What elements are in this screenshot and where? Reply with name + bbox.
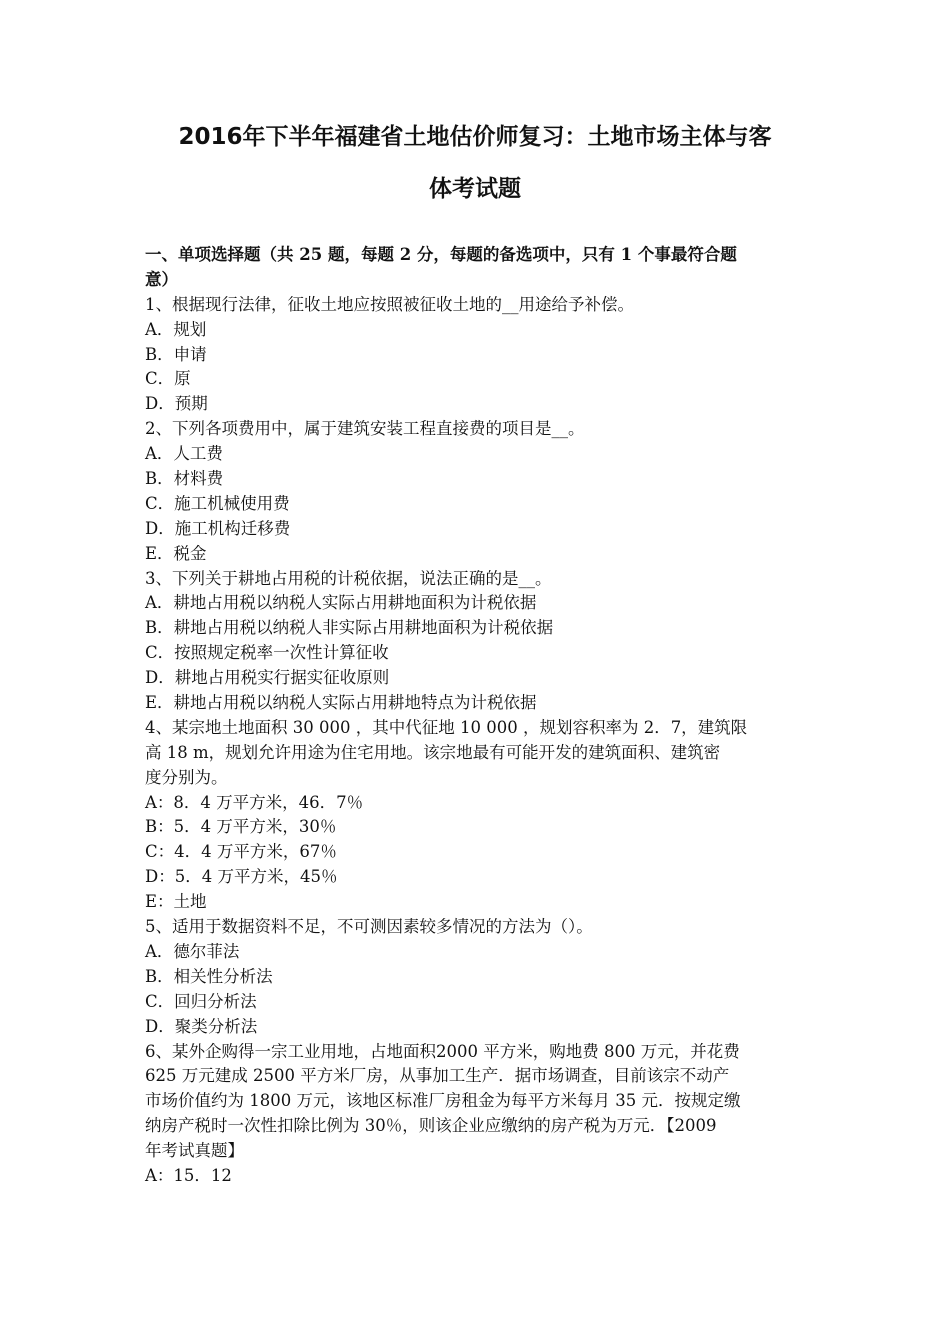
question-6-stem-line-2: 625 万元建成 2500 平方米厂房，从事加工生产．据市场调查，目前该宗不动产 bbox=[145, 1066, 730, 1086]
question-5-option-a: A．德尔菲法 bbox=[145, 941, 240, 961]
question-4-option-c: C：4．4 万平方米，67％ bbox=[145, 842, 337, 862]
question-1-option-d: D．预期 bbox=[145, 394, 208, 414]
question-4-option-b: B：5．4 万平方米，30％ bbox=[145, 817, 337, 837]
document-title-line-2: 体考试题 bbox=[429, 176, 521, 202]
question-2-option-c: C．施工机械使用费 bbox=[145, 493, 290, 513]
question-2-stem: 2、下列各项费用中，属于建筑安装工程直接费的项目是__。 bbox=[145, 419, 585, 439]
question-6-stem-line-5: 年考试真题】 bbox=[145, 1141, 244, 1161]
question-3-stem: 3、下列关于耕地占用税的计税依据，说法正确的是__。 bbox=[145, 568, 552, 588]
question-1-option-a: A．规划 bbox=[145, 319, 207, 339]
question-3-option-b: B．耕地占用税以纳税人非实际占用耕地面积为计税依据 bbox=[145, 618, 554, 638]
question-1-option-b: B．申请 bbox=[145, 344, 207, 364]
question-4-option-a: A：8．4 万平方米，46．7％ bbox=[145, 792, 364, 812]
section-heading-line-1: 一、单项选择题（共 25 题，每题 2 分，每题的备选项中，只有 1 个事最符合题 bbox=[145, 245, 737, 264]
question-6-option-a: A：15．12 bbox=[145, 1165, 232, 1185]
question-4-option-d: D：5．4 万平方米，45％ bbox=[145, 867, 338, 887]
question-5-option-b: B．相关性分析法 bbox=[145, 966, 273, 986]
section-heading-line-2: 意） bbox=[145, 269, 178, 289]
question-3-option-a: A．耕地占用税以纳税人实际占用耕地面积为计税依据 bbox=[145, 593, 537, 613]
question-1-stem: 1、根据现行法律，征收土地应按照被征收土地的__用途给予补偿。 bbox=[145, 294, 634, 314]
question-6-stem-line-3: 市场价值约为 1800 万元，该地区标准厂房租金为每平方米每月 35 元．按规定缴 bbox=[145, 1091, 741, 1111]
document-body bbox=[145, 243, 810, 1189]
document-title-line-1: 2016年下半年福建省土地估价师复习：土地市场主体与客 bbox=[178, 124, 772, 150]
question-2-option-b: B．材料费 bbox=[145, 469, 224, 489]
question-5-option-c: C．回归分析法 bbox=[145, 991, 257, 1011]
question-2-option-e: E．税金 bbox=[145, 543, 207, 563]
question-4-stem-line-2: 高 18 m，规划允许用途为住宅用地。该宗地最有可能开发的建筑面积、建筑密 bbox=[145, 742, 721, 762]
question-3-option-d: D．耕地占用税实行据实征收原则 bbox=[145, 668, 390, 688]
question-6-stem-line-1: 6、某外企购得一宗工业用地，占地面积2000 平方米，购地费 800 万元，并花费 bbox=[145, 1041, 740, 1061]
question-4-option-e: E：土地 bbox=[145, 892, 207, 912]
question-4-stem-line-1: 4、某宗地土地面积 30 000 ，其中代征地 10 000 ，规划容积率为 2．7，建筑限 bbox=[145, 717, 748, 737]
question-1-option-c: C．原 bbox=[145, 369, 191, 389]
question-2-option-a: A．人工费 bbox=[145, 444, 223, 464]
question-5-stem: 5、适用于数据资料不足，不可测因素较多情况的方法为（）。 bbox=[145, 917, 593, 937]
question-6-stem-line-4: 纳房产税时一次性扣除比例为 30％，则该企业应缴纳的房产税为万元．【2009 bbox=[145, 1116, 717, 1136]
question-3-option-e: E．耕地占用税以纳税人实际占用耕地特点为计税依据 bbox=[145, 693, 537, 713]
question-3-option-c: C．按照规定税率一次性计算征收 bbox=[145, 643, 389, 663]
question-2-option-d: D．施工机构迁移费 bbox=[145, 518, 291, 538]
question-4-stem-line-3: 度分别为。 bbox=[145, 767, 228, 787]
question-5-option-d: D．聚类分析法 bbox=[145, 1016, 258, 1036]
